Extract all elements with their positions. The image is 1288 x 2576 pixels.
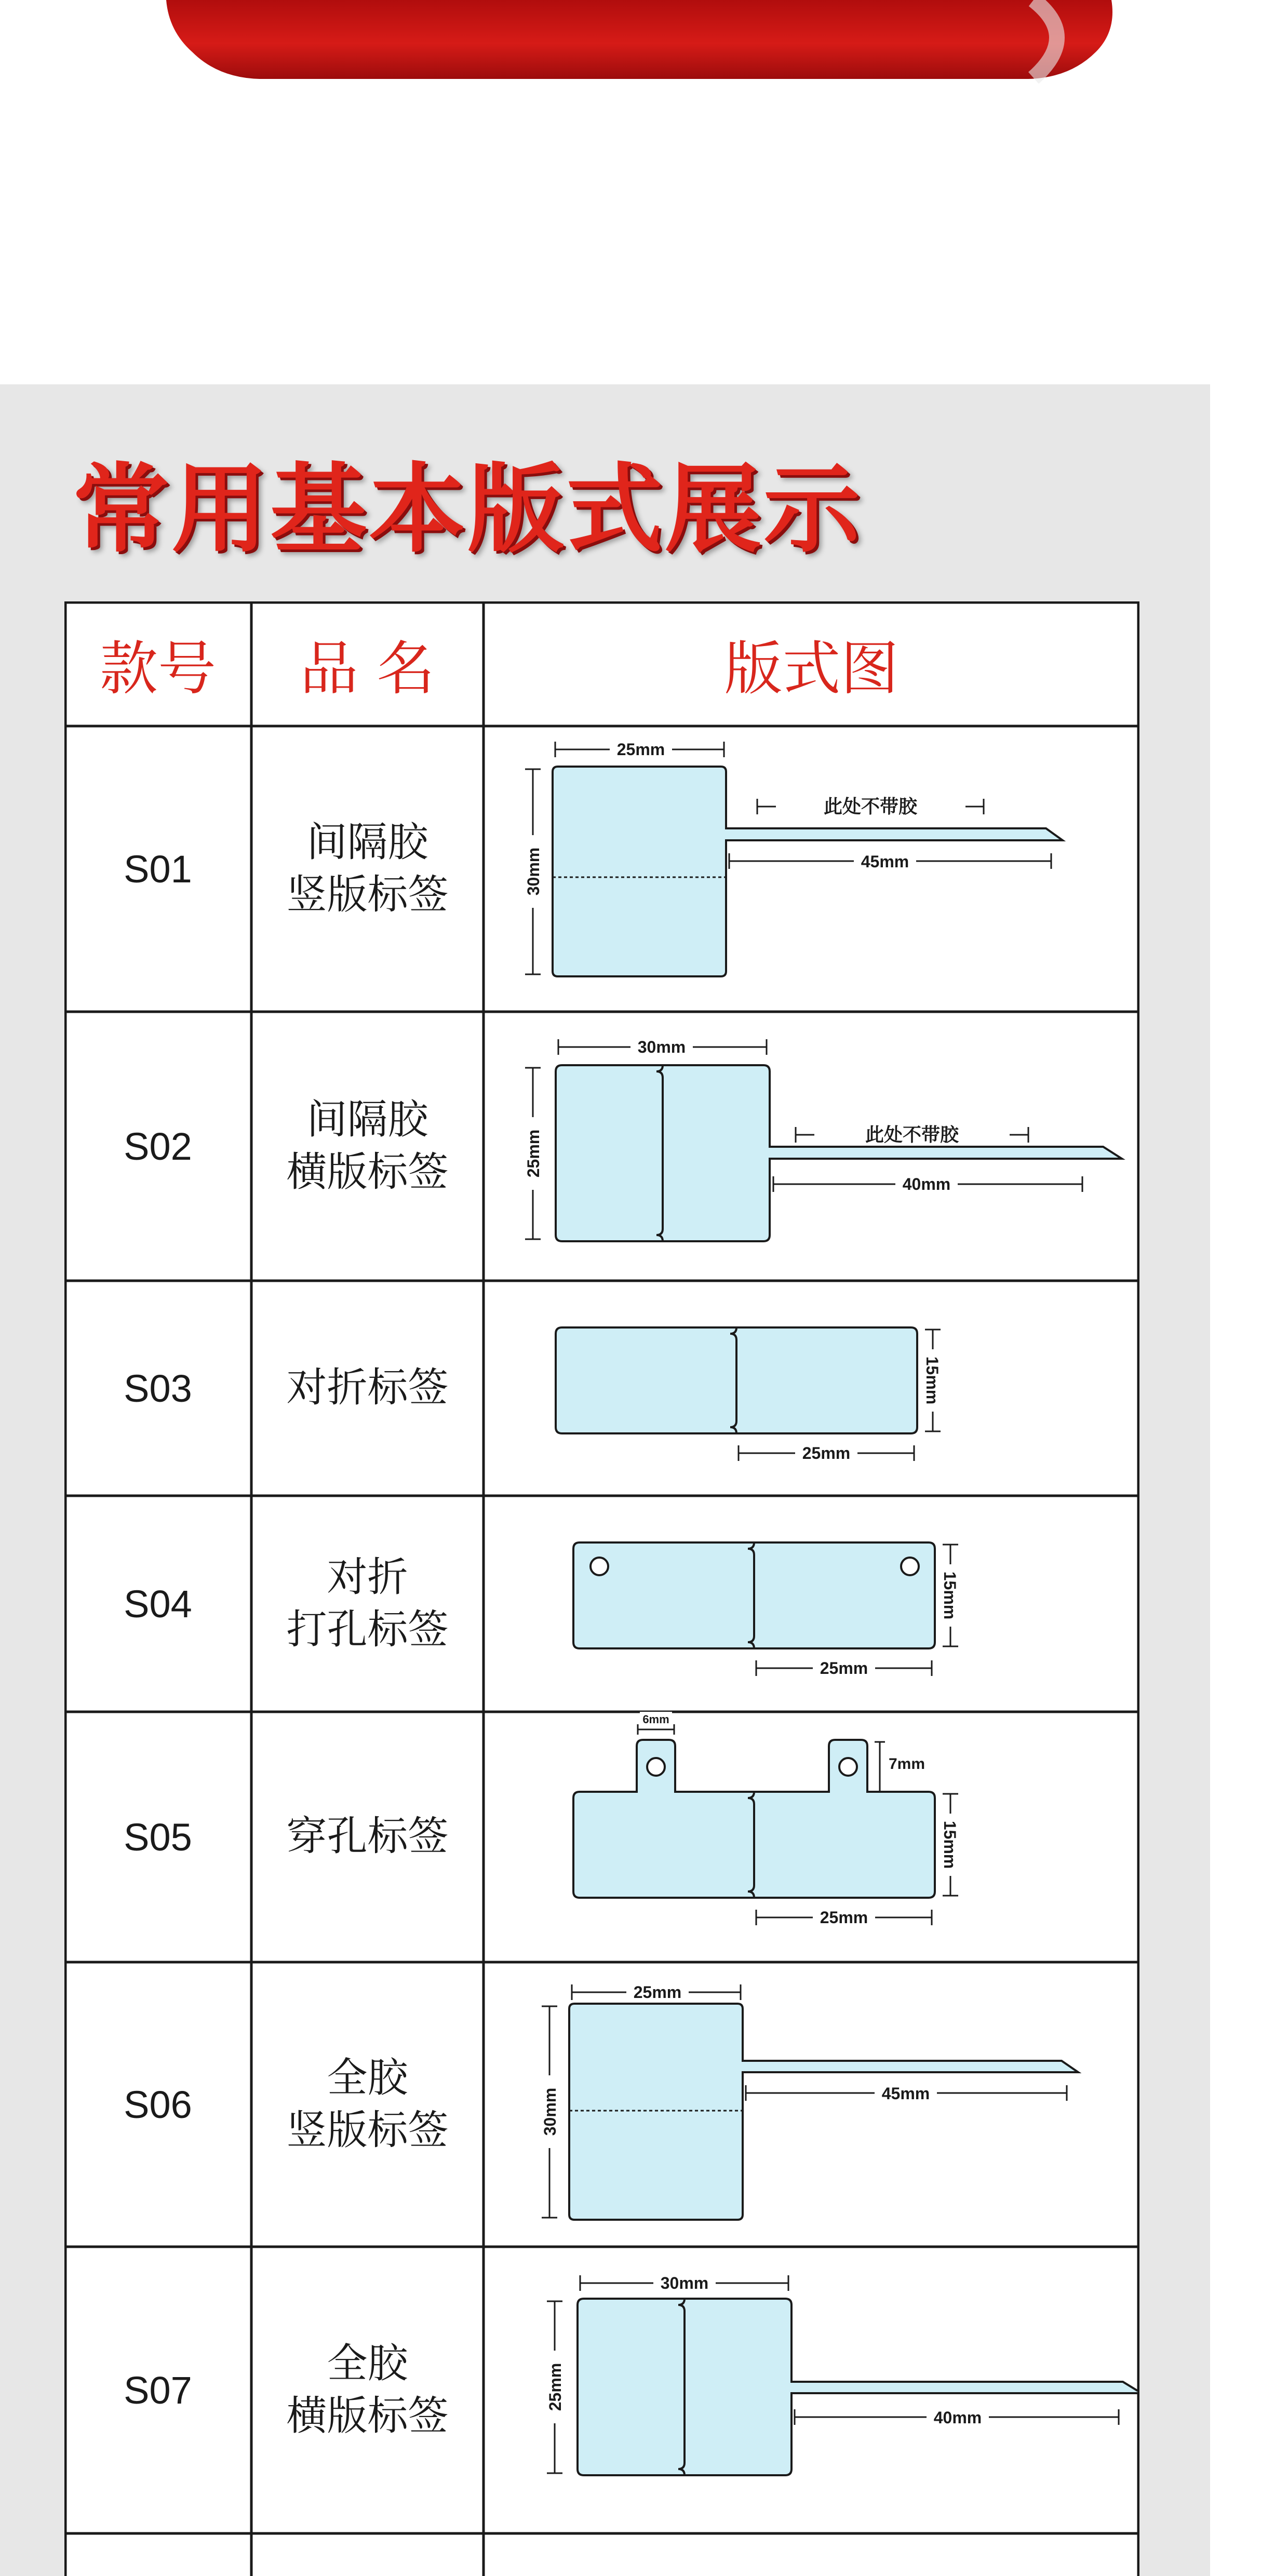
row-name-s04: 对折 打孔标签 [286, 1553, 449, 1653]
row-name-s06: 全胶 竖版标签 [286, 2054, 449, 2154]
dim-s07-width: 30mm [660, 2274, 709, 2292]
diagram-s02 [524, 1038, 1122, 1241]
section-heading: 常用基本版式展示 [73, 453, 863, 566]
note-s02: 此处不带胶 [865, 1124, 959, 1146]
row-code-s06: S06 [124, 2083, 192, 2126]
dim-s03-width: 25mm [802, 1444, 851, 1463]
dim-s01-tail: 45mm [861, 852, 909, 871]
diagram-s05 [573, 1712, 960, 1927]
dim-s06-tail: 45mm [881, 2084, 930, 2103]
header-code: 款号 [100, 635, 216, 703]
dim-s07-tail: 40mm [933, 2408, 982, 2427]
row-code-s05: S05 [124, 1815, 192, 1859]
dim-s01-height: 30mm [524, 847, 543, 896]
row-name-s03: 对折标签 [286, 1364, 449, 1412]
header-layout: 版式图 [724, 635, 899, 703]
dim-s03-height: 15mm [923, 1356, 942, 1405]
dim-s04-width: 25mm [820, 1659, 868, 1678]
dim-s04-height: 15mm [941, 1571, 959, 1620]
dim-s02-tail: 40mm [902, 1175, 951, 1193]
dim-s06-width: 25mm [633, 1983, 682, 2002]
row-code-s02: S02 [124, 1124, 192, 1168]
diagram-s07 [545, 2274, 1139, 2475]
note-s01: 此处不带胶 [823, 796, 918, 817]
label-roll-image [0, 0, 1288, 384]
dim-s07-height: 25mm [546, 2363, 565, 2411]
dim-s05-tab-height: 7mm [888, 1755, 925, 1773]
row-code-s01: S01 [124, 847, 192, 891]
diagram-s03 [556, 1327, 942, 1463]
dim-s05-tab: 6mm [642, 1713, 669, 1726]
dim-s01-width: 25mm [616, 740, 665, 759]
layout-table [64, 601, 1139, 2576]
row-name-s07: 全胶 横版标签 [286, 2340, 449, 2439]
diagram-s04 [573, 1542, 960, 1678]
dim-s05-width: 25mm [820, 1908, 868, 1927]
row-code-s03: S03 [124, 1366, 192, 1410]
diagram-s06 [540, 1983, 1078, 2220]
header-name: 品 名 [300, 635, 435, 703]
row-code-s07: S07 [124, 2368, 192, 2412]
row-name-s02: 间隔胶 横版标签 [286, 1096, 449, 1196]
diagram-s01 [524, 740, 1063, 976]
row-name-s05: 穿孔标签 [286, 1813, 449, 1860]
dim-s02-width: 30mm [637, 1038, 686, 1056]
row-code-s04: S04 [124, 1582, 192, 1626]
dim-s05-height: 15mm [941, 1820, 959, 1869]
dim-s02-height: 25mm [524, 1129, 543, 1178]
row-name-s01: 间隔胶 竖版标签 [286, 819, 449, 918]
dim-s06-height: 30mm [541, 2087, 559, 2136]
